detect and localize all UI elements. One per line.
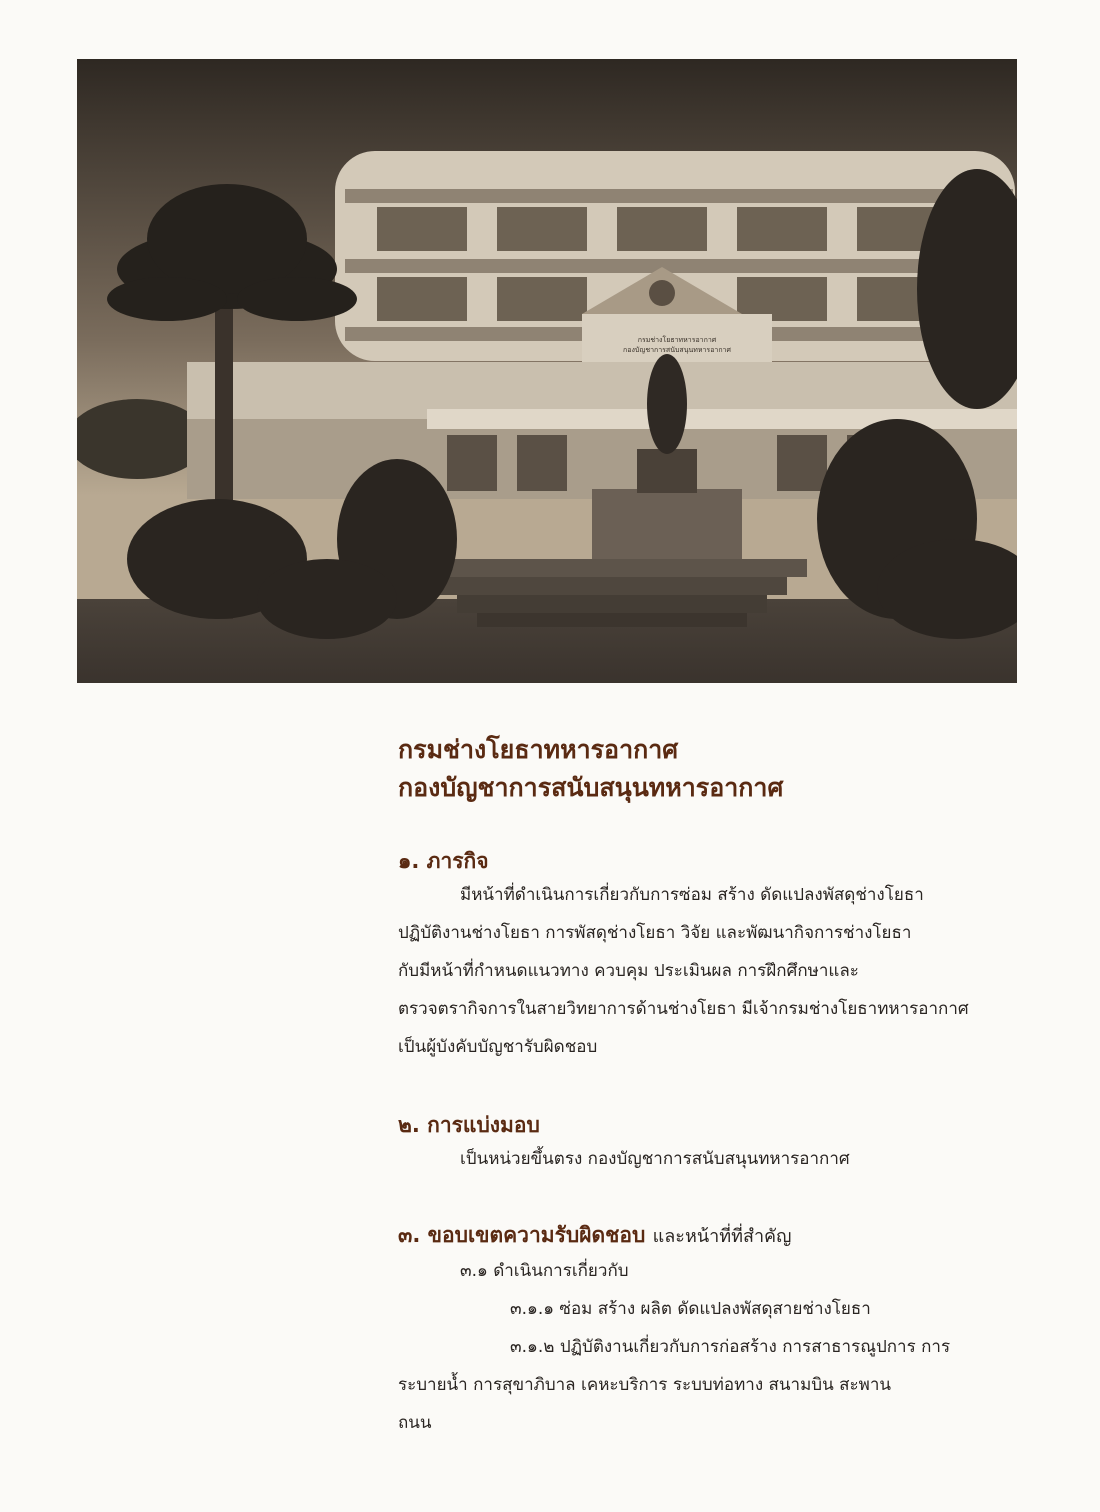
section-mission-title: ๑. ภารกิจ bbox=[398, 849, 489, 873]
building-photo-illustration bbox=[77, 59, 1017, 683]
building-photo bbox=[77, 59, 1017, 683]
section-scope-title-bold: ๓. ขอบเขตความรับผิดชอบ bbox=[398, 1223, 646, 1247]
section-scope bbox=[398, 1220, 1018, 1442]
section-mission-line1: มีหน้าที่ดำเนินการเกี่ยวกับการซ่อม สร้าง ดัดแปลงพัสดุช่างโยธา bbox=[460, 885, 924, 905]
photo-sign-line2: กองบัญชาการสนับสนุนทหารอากาศ bbox=[623, 346, 731, 354]
section-mission-line4: ตรวจตรากิจการในสายวิทยาการด้านช่างโยธา มีเจ้ากรมช่างโยธาทหารอากาศ bbox=[398, 999, 969, 1019]
item-3-1-2-line2: ระบายน้ำ การสุขาภิบาล เคหะบริการ ระบบท่อทาง สนามบิน สะพาน bbox=[398, 1375, 891, 1395]
section-scope-title-plain: และหน้าที่ที่สำคัญ bbox=[652, 1226, 792, 1247]
header-line2: กองบัญชาการสนับสนุนทหารอากาศ bbox=[398, 773, 784, 802]
section-assignment-title: ๒. การแบ่งมอบ bbox=[398, 1113, 540, 1137]
section-assignment bbox=[398, 1110, 1018, 1178]
document-header bbox=[398, 731, 1018, 807]
section-scope-title bbox=[398, 1220, 1018, 1252]
section-mission bbox=[398, 846, 1018, 1066]
item-3-1-2-line3: ถนน bbox=[398, 1413, 432, 1433]
item-3-1: ๓.๑ ดำเนินการเกี่ยวกับ bbox=[460, 1261, 629, 1281]
item-3-1-2-line1: ๓.๑.๒ ปฏิบัติงานเกี่ยวกับการก่อสร้าง การสาธารณูปการ การ bbox=[510, 1337, 951, 1357]
section-assignment-text: เป็นหน่วยขึ้นตรง กองบัญชาการสนับสนุนทหารอากาศ bbox=[460, 1149, 850, 1169]
header-line1: กรมช่างโยธาทหารอากาศ bbox=[398, 735, 679, 764]
item-3-1-1: ๓.๑.๑ ซ่อม สร้าง ผลิต ดัดแปลงพัสดุสายช่างโยธา bbox=[510, 1299, 871, 1319]
photo-sign-line1: กรมช่างโยธาทหารอากาศ bbox=[637, 336, 717, 344]
section-mission-line2: ปฏิบัติงานช่างโยธา การพัสดุช่างโยธา วิจัย และพัฒนากิจการช่างโยธา bbox=[398, 923, 912, 943]
section-mission-line5: เป็นผู้บังคับบัญชารับผิดชอบ bbox=[398, 1037, 598, 1057]
section-mission-line3: กับมีหน้าที่กำหนดแนวทาง ควบคุม ประเมินผล การฝึกศึกษาและ bbox=[398, 961, 859, 981]
